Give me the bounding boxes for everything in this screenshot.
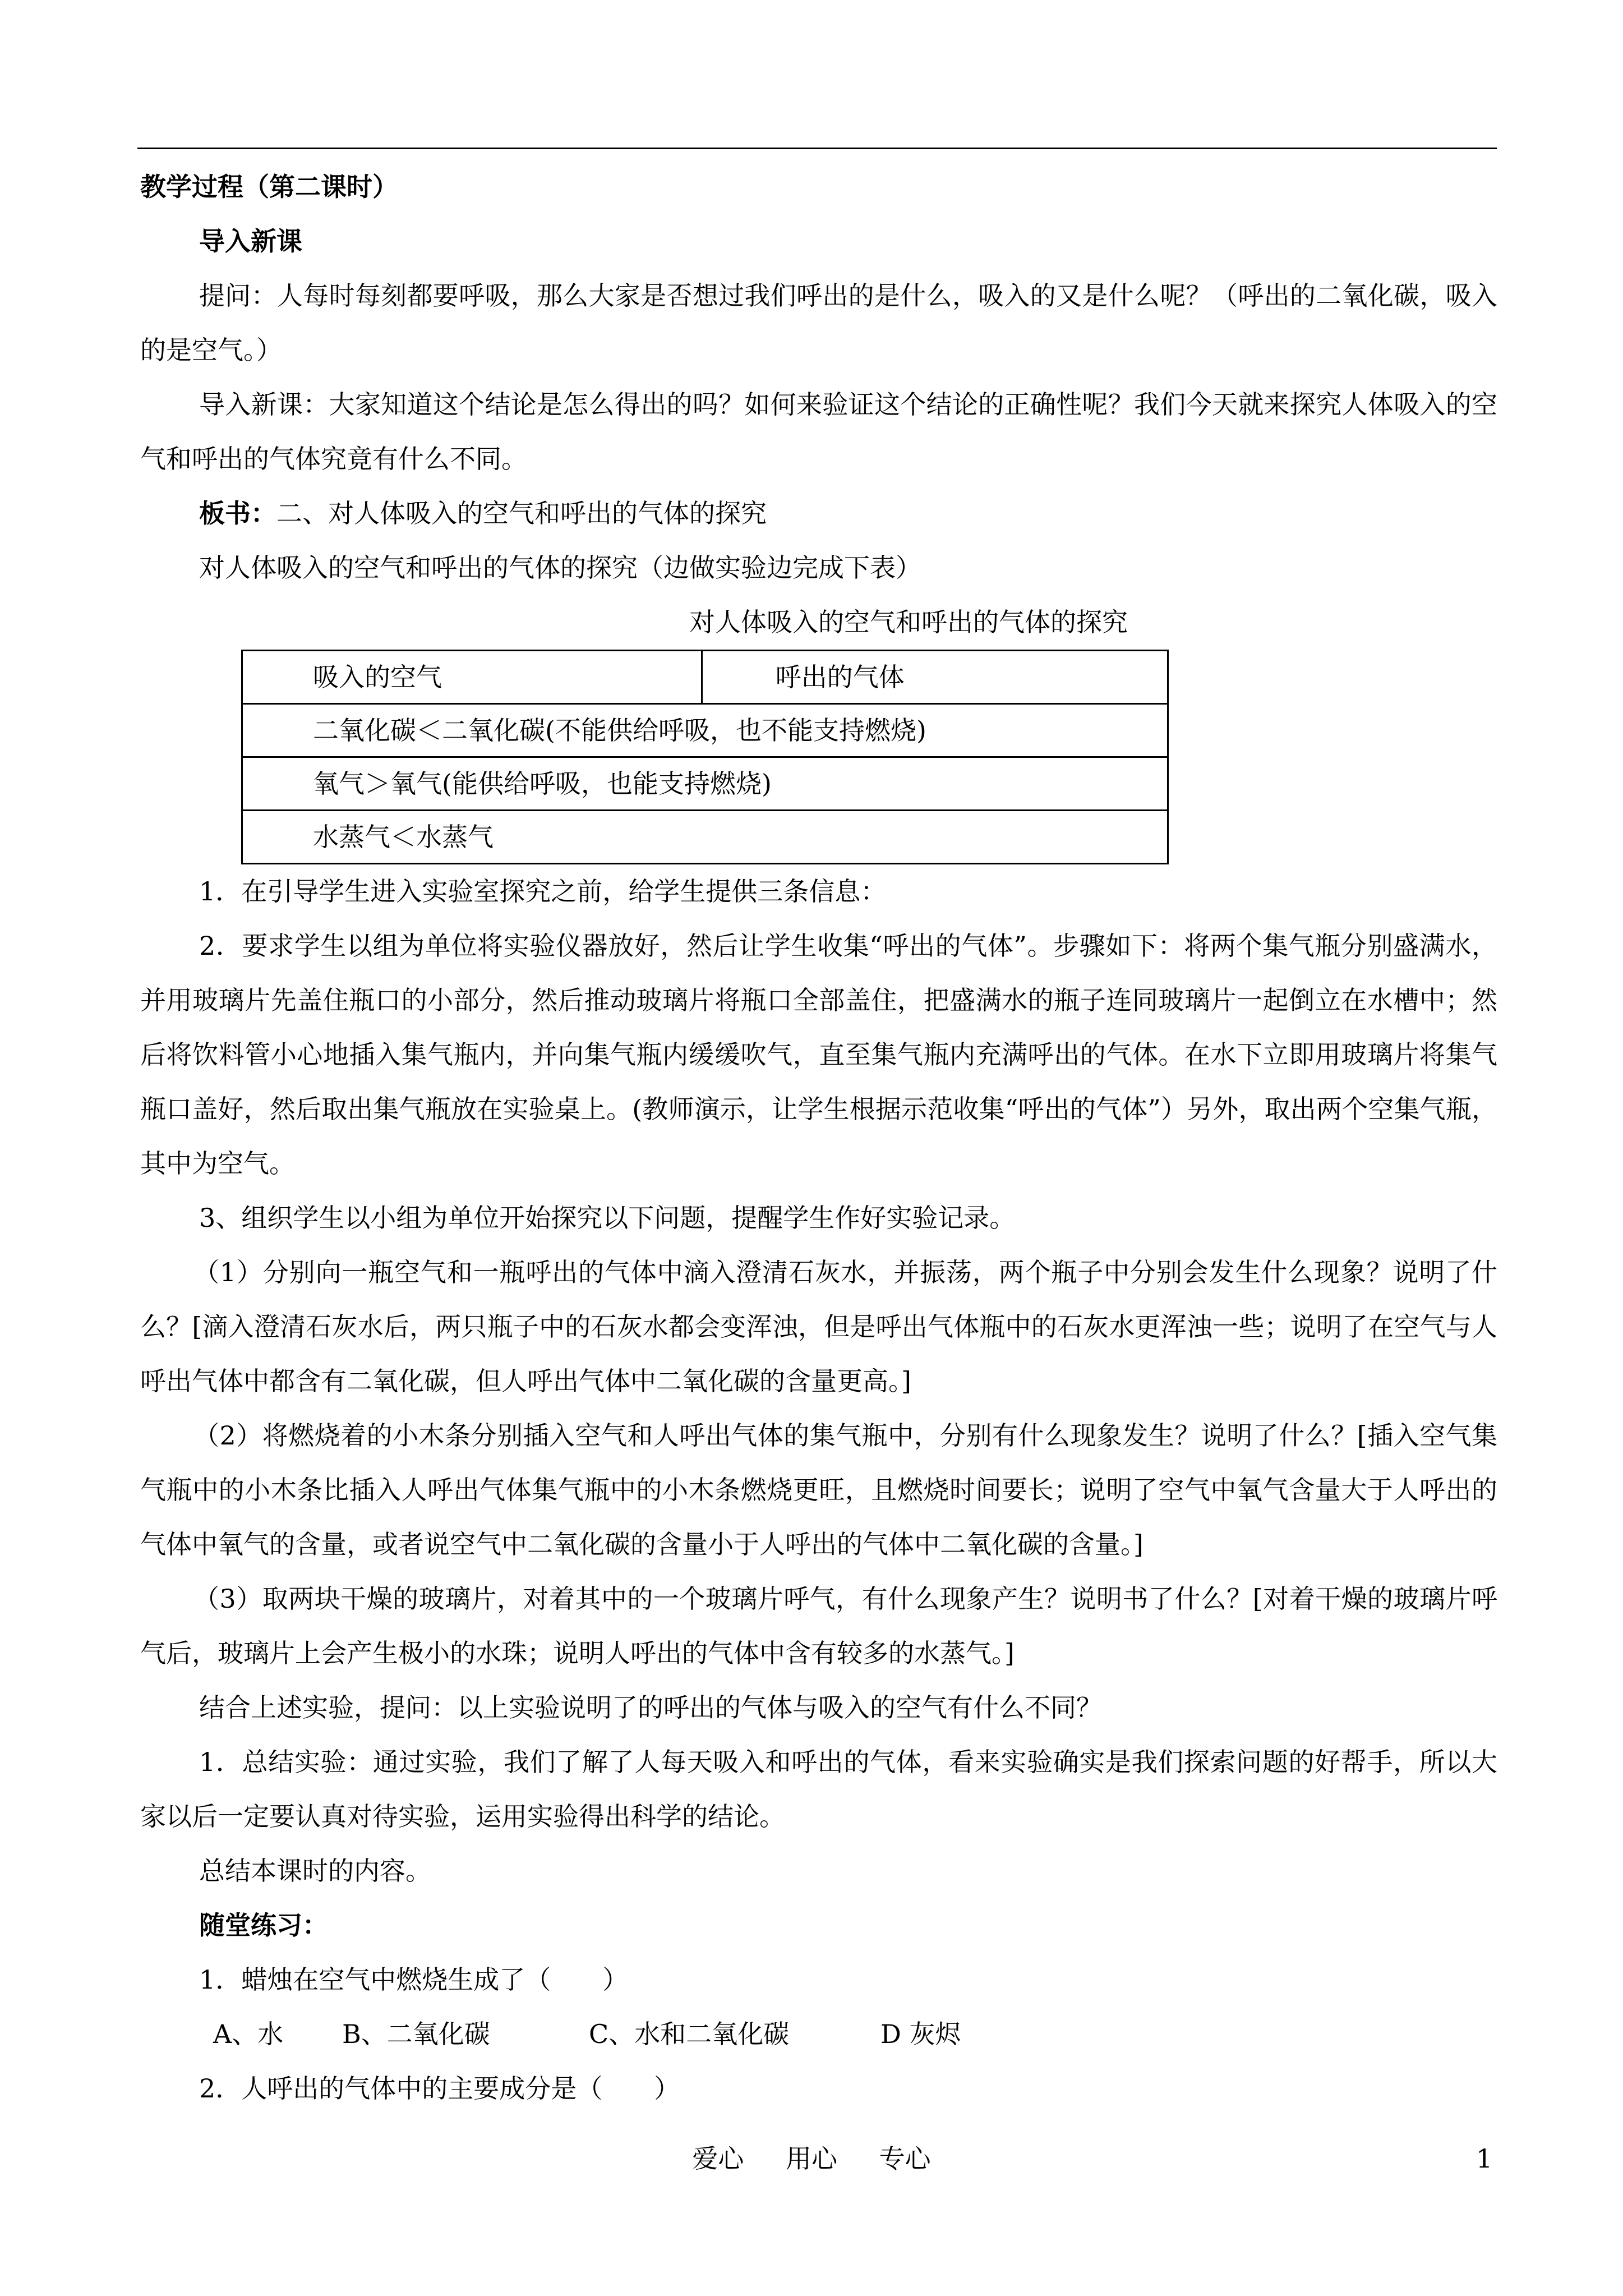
question-paragraph: 提问：人每时每刻都要呼吸，那么大家是否想过我们呼出的是什么，吸入的又是什么呢？（呼出的二氧化碳，吸入的是空气。）: [140, 280, 1497, 365]
choice-option: B、二氧化碳: [342, 2019, 490, 2049]
intro-paragraph: 导入新课：大家知道这个结论是怎么得出的吗？如何来验证这个结论的正确性呢？我们今天就来探究人体吸入的空气和呼出的气体究竟有什么不同。: [140, 389, 1497, 474]
intro-heading: 导入新课: [199, 226, 302, 256]
footer-word: 专心: [879, 2143, 931, 2174]
footer-word: 用心: [786, 2143, 837, 2174]
combine-paragraph: 结合上述实验，提问：以上实验说明了的呼出的气体与吸入的空气有什么不同？: [199, 1692, 1102, 1723]
table-cell: 二氧化碳＜二氧化碳(不能供给呼吸，也不能支持燃烧): [242, 704, 1168, 757]
step-paragraph: 1．在引导学生进入实验室探究之前，给学生提供三条信息：: [199, 876, 887, 907]
comparison-table: [241, 650, 1169, 864]
page-title: 教学过程（第二课时）: [140, 172, 398, 202]
choice-option: D 灰烬: [880, 2019, 961, 2049]
table-row: [242, 757, 1168, 811]
board-label: 板书：: [199, 498, 276, 528]
page-number: 1: [1476, 2143, 1493, 2174]
table-row: [242, 704, 1168, 757]
practice-heading: 随堂练习：: [199, 1910, 328, 1940]
table-header-cell: 吸入的空气: [242, 651, 702, 704]
board-line: [140, 486, 1497, 541]
footer-motto: [0, 2136, 1623, 2181]
step-paragraph: 3、组织学生以小组为单位开始探究以下问题，提醒学生作好实验记录。: [199, 1203, 1016, 1233]
header-rule: [137, 148, 1497, 149]
table-header-row: [242, 651, 1168, 704]
table-cell: 氧气＞氧气(能供给呼吸，也能支持燃烧): [242, 757, 1168, 811]
step-paragraph: 2．要求学生以组为单位将实验仪器放好，然后让学生收集“呼出的气体”。步骤如下：将两个集气瓶分别盛满水，并用玻璃片先盖住瓶口的小部分，然后推动玻璃片将瓶口全部盖住，把盛满水的瓶子连同玻璃片一起倒立在水槽中；然后将饮料管小心地插入集气瓶内，并向集气瓶内缓缓吹气，直至集气瓶内充满呼出的气体。在水下立即用玻璃片将集气瓶口盖好，然后取出集气瓶放在实验桌上。(教师演示，让学生根据示范收集“呼出的气体”）另外，取出两个空集气瓶，其中为空气。: [140, 931, 1497, 1179]
page-footer: [0, 2136, 1623, 2181]
summary-lesson: 总结本课时的内容。: [199, 1856, 431, 1886]
table-row: [242, 811, 1168, 864]
explore-line: 对人体吸入的空气和呼出的气体的探究（边做实验边完成下表）: [199, 553, 921, 583]
table-caption: 对人体吸入的空气和呼出的气体的探究: [689, 607, 1128, 637]
question-item: （1）分别向一瓶空气和一瓶呼出的气体中滴入澄清石灰水，并振荡，两个瓶子中分别会发生什么现象？说明了什么？[滴入澄清石灰水后，两只瓶子中的石灰水都会变浑浊，但是呼出气体瓶中的石灰水更浑浊一些；说明了在空气与人呼出气体中都含有二氧化碳，但人呼出气体中二氧化碳的含量更高。]: [140, 1257, 1497, 1396]
footer-word: 爱心: [692, 2143, 744, 2174]
question-item: （2）将燃烧着的小木条分别插入空气和人呼出气体的集气瓶中，分别有什么现象发生？说明了什么？[插入空气集气瓶中的小木条比插入人呼出气体集气瓶中的小木条燃烧更旺，且燃烧时间要长；说明了空气中氧气含量大于人呼出的气体中氧气的含量，或者说空气中二氧化碳的含量小于人呼出的气体中二氧化碳的含量。]: [140, 1420, 1497, 1559]
practice-choices: [140, 2007, 1497, 2062]
practice-question: 2．人呼出的气体中的主要成分是（ ）: [199, 2073, 680, 2104]
practice-question: 1．蜡烛在空气中燃烧生成了（ ）: [199, 1964, 629, 1995]
question-item: （3）取两块干燥的玻璃片，对着其中的一个玻璃片呼气，有什么现象产生？说明书了什么？[对着干燥的玻璃片呼气后，玻璃片上会产生极小的水珠；说明人呼出的气体中含有较多的水蒸气。]: [140, 1584, 1497, 1668]
table-header-cell: 呼出的气体: [702, 651, 1168, 704]
table-cell: 水蒸气＜水蒸气: [242, 811, 1168, 864]
choice-option: A、水: [213, 2019, 284, 2049]
page-content: [140, 160, 1497, 2116]
choice-option: C、水和二氧化碳: [589, 2019, 790, 2049]
board-text: 二、对人体吸入的空气和呼出的气体的探究: [276, 498, 767, 528]
summary-experiment: 1．总结实验：通过实验，我们了解了人每天吸入和呼出的气体，看来实验确实是我们探索问题的好帮手，所以大家以后一定要认真对待实验，运用实验得出科学的结论。: [140, 1747, 1497, 1832]
